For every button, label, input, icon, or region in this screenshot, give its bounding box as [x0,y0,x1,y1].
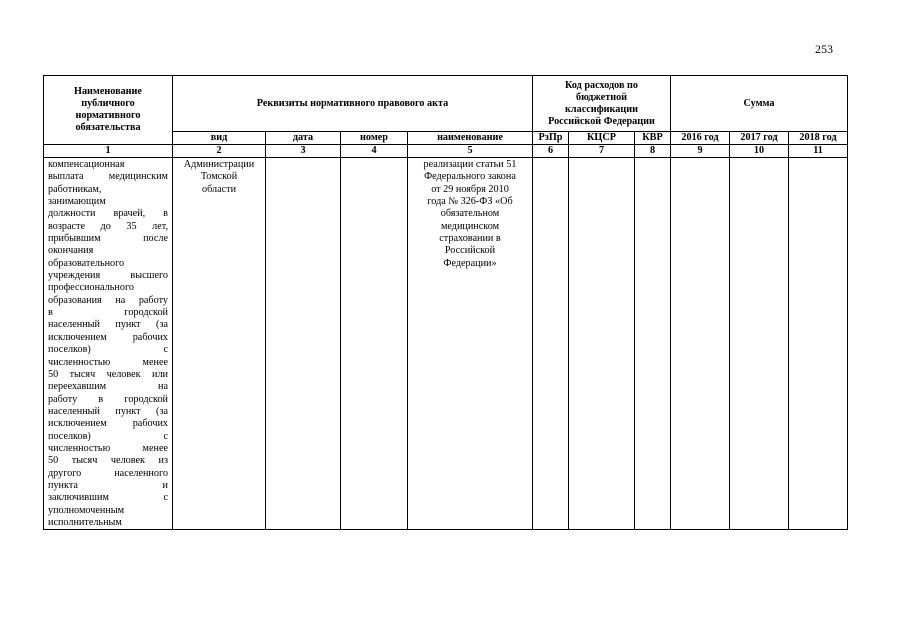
column-number: 11 [789,145,848,158]
text-line: образования на работу [48,294,168,306]
column-number: 7 [569,145,635,158]
kind-cell [173,158,266,530]
header-title: наименование [408,132,533,145]
text-line: области [201,183,237,195]
text-line: пункта и [48,479,168,491]
text-line: 50 тысяч человек из [48,455,168,467]
text-line: уполномоченным [48,504,125,516]
text-line: Томской [200,171,238,183]
text-line: 50 тысяч человек или [48,368,168,380]
text-line: поселков) с [48,344,168,356]
text-line: обязательном [440,208,500,220]
header-obligation-name: Наименование публичного нормативного обязательства [44,76,173,145]
text-line: профессионального [48,282,134,294]
column-number: 10 [730,145,789,158]
sum-2017-cell [730,158,789,530]
header-kcsr: КЦСР [569,132,635,145]
text-line: прибывшим после [48,233,168,245]
text-line: медицинском [440,220,500,232]
text-line: численностью менее [48,356,168,368]
text-line: поселков) с [48,430,168,442]
text-line: от 29 ноября 2010 [431,183,509,195]
text-line: заключившим с [48,492,168,504]
text-line: населенный пункт (за [48,405,168,417]
text-line: исключением рабочих [48,331,168,343]
header-date: дата [266,132,341,145]
text-line: занимающим [48,196,106,208]
text-line: года № 326-ФЗ «Об [427,196,513,208]
obligations-table [43,75,848,530]
text-line: переехавшим на [48,381,168,393]
column-number: 8 [635,145,671,158]
text-line: исполнительным [48,516,122,528]
text-line: другого населенного [48,467,168,479]
text-line: исключением рабочих [48,418,168,430]
text-line: Российской [444,245,496,257]
text-line: компенсационная [48,159,125,170]
sum-2016-cell [671,158,730,530]
text-line: возрасте до 35 лет, [48,220,168,232]
date-cell [266,158,341,530]
sum-2018-cell [789,158,848,530]
text-line: образовательного [48,257,125,269]
text-line: населенный пункт (за [48,319,168,331]
text-line: учреждения высшего [48,270,168,282]
header-sum: Сумма [671,76,848,132]
column-number: 4 [341,145,408,158]
header-year-2017: 2017 год [730,132,789,145]
header-kind: вид [173,132,266,145]
text-line: реализации статьи 51 [423,159,517,170]
header-rzpr: РзПр [533,132,569,145]
kvr-cell [635,158,671,530]
text-line: Федерации» [443,257,497,269]
text-line: страховании в [439,233,501,245]
header-year-2018: 2018 год [789,132,848,145]
text-line: выплата медицинским [48,171,168,183]
number-cell [341,158,408,530]
text-line: Федерального закона [424,171,516,183]
page-number: 253 [815,42,833,56]
obligation-name-cell [44,158,173,530]
text-line: Администрации [183,159,255,170]
column-number: 5 [408,145,533,158]
column-number: 1 [44,145,173,158]
header-budget-code: Код расходов по бюджетной классификации Российской Федерации [533,76,671,132]
header-kvr: КВР [635,132,671,145]
header-number: номер [341,132,408,145]
column-number: 2 [173,145,266,158]
text-line: должности врачей, в [48,208,168,220]
column-number: 9 [671,145,730,158]
act-name-cell [408,158,533,530]
table-row [44,158,848,530]
text-line: в городской [48,307,168,319]
text-line: численностью менее [48,442,168,454]
column-number: 3 [266,145,341,158]
rzpr-cell [533,158,569,530]
header-requisites: Реквизиты нормативного правового акта [173,76,533,132]
text-line: работникам, [48,183,102,195]
header-year-2016: 2016 год [671,132,730,145]
column-number: 6 [533,145,569,158]
text-line: окончания [48,245,94,257]
kcsr-cell [569,158,635,530]
text-line: работу в городской [48,393,168,405]
